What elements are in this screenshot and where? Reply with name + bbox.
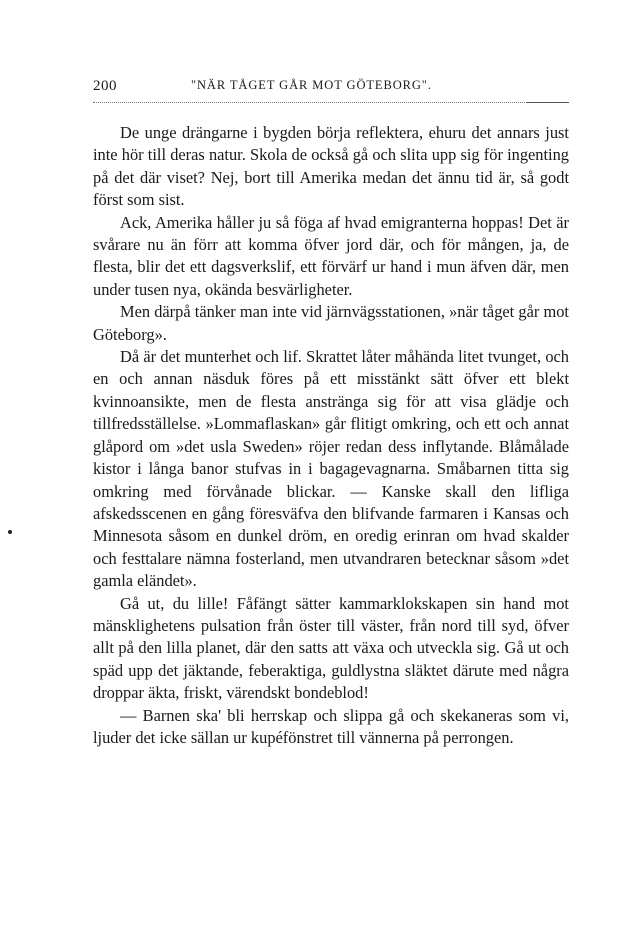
header-rule [93, 102, 569, 104]
running-title: "NÄR TÅGET GÅR MOT GÖTEBORG". [191, 78, 432, 92]
paragraph: De unge drängarne i bygden börja reflektera, ehuru det annars just inte hör till deras natur. Skola de också gå och slita upp sig för ingenting på det där viset? Nej, bort till Amerika medan det ännu tid är, så godt först som sist. [93, 123, 569, 210]
paragraph: Men därpå tänker man inte vid järnvägsstationen, »när tåget går mot Göteborg». [93, 302, 569, 344]
margin-ink-dot [8, 530, 12, 534]
paragraph: Gå ut, du lille! Fåfängt sätter kammarklokskapen sin hand mot mänsklighetens pulsation från öster till väster, från nord till syd, öfver allt på den lilla planet, där den satts att växa och utveckla sig. Gå ut och späd upp det jäktande, feberaktiga, guldlystna släktet därute med några droppar äkta, friskt, värendskt bondeblod! [93, 593, 569, 703]
running-head [93, 78, 569, 100]
paragraph: Ack, Amerika håller ju så föga af hvad emigranterna hoppas! Det är svårare nu än förr att komma öfver jord där, och för mången, ja, de flesta, blir det ett dagsverkslif, ett förvärf ur hand i mun äfven där, men under tusen nya, okända besvärligheter. [93, 212, 569, 299]
body-text [93, 122, 569, 749]
header-rule-end [527, 102, 569, 103]
book-page [93, 78, 569, 749]
page-number: 200 [93, 78, 117, 94]
paragraph: Då är det munterhet och lif. Skrattet låter måhända litet tvunget, och en och annan näsduk föres på ett misstänkt sätt öfver ett blekt kvinnoansikte, men de flesta anstränga sig för att visa glädje och tillfredsställelse. »Lommaflaskan» går flitigt omkring, och ett och annat glåpord om »det usla Sweden» röjer redan dess inflytande. Blåmålade kistor i långa banor stufvas in i bagagevagnarna. Småbarnen titta sig omkring med förvånade blickar. — Kanske skall den lifliga afskedsscenen en gång föresväfva den blifvande farmaren i Kansas och Minnesota såsom en dunkel dröm, en oredig erinran om hvad skalder och festtalare nämna fosterland, men utvandraren betecknar såsom »det gamla eländet». [93, 347, 569, 591]
paragraph: — Barnen ska' bli herrskap och slippa gå och skekaneras som vi, ljuder det icke sällan ur kupéfönstret till vännerna på perrongen. [93, 705, 569, 747]
